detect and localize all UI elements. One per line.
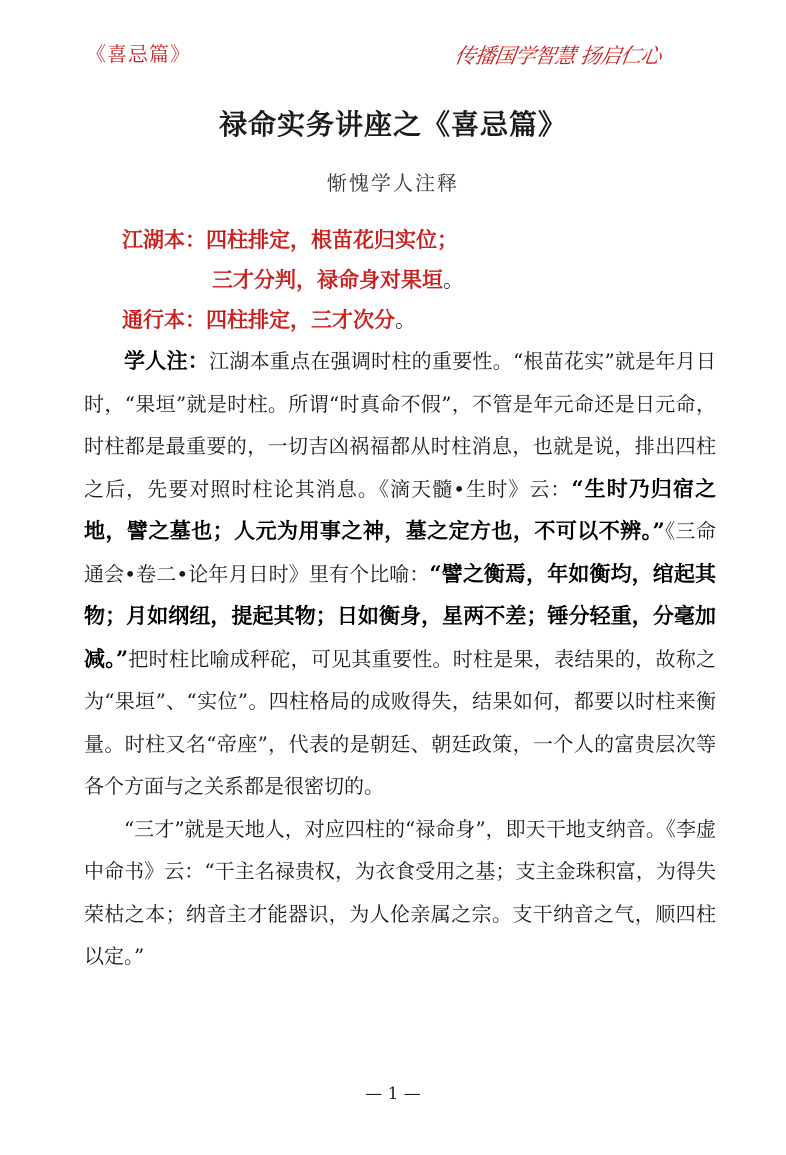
page-subtitle: 惭愧学人注释 — [327, 171, 459, 195]
verse-jianghu-text2: 三才分判，禄命身对果垣 — [212, 267, 443, 292]
verse-tongxing — [122, 304, 416, 334]
quote-ditiansui: “生时乃归宿之地，譬之墓也；人元为用事之神，墓之定方也，不可以不辨。” — [84, 475, 716, 543]
verse-tongxing-end: 。 — [395, 308, 416, 332]
verse-jianghu-label: 江湖本： — [122, 227, 206, 252]
verse-jianghu-end: 。 — [443, 268, 464, 292]
commentary-text-3: 把时柱比喻成秤砣，可见其重要性。时柱是果，表结果的，故称之为“果垣”、“实位”。四柱格局的成败得失，结果如何，都要以时柱来衡量。时柱又名“帝座”，代表的是朝廷、朝廷政策，一个人的富贵层次等各个方面与之关系都是很密切的。 — [84, 646, 716, 798]
commentary-text-1: 江湖本重点在强调时柱的重要性。“根苗花实”就是年月日时，“果垣”就是时柱。所谓“时真命不假”，不管是年元命还是日元命，时柱都是最重要的，一切吉凶祸福都从时柱消息，也就是说，排出四柱之后，先要对照时柱论其消息。《滴天髓•生时》云： — [84, 349, 717, 501]
commentary-label: 学人注： — [124, 348, 210, 373]
verse-jianghu-line1 — [122, 224, 458, 254]
verse-tongxing-label: 通行本： — [122, 307, 206, 332]
commentary-body — [84, 340, 716, 978]
commentary-paragraph-2: “三才”就是天地人，对应四柱的“禄命身”，即天干地支纳音。《李虚中命书》云：“干主名禄贵权，为衣食受用之基；支主金珠积富，为得失荣枯之本；纳音主才能器识，为人伦亲属之宗。支干纳音之气，顺四柱以定。” — [84, 816, 716, 968]
header-doc-title: 《喜忌篇》 — [86, 42, 191, 66]
commentary-text-2: 《三命通会•卷二•论年月日时》里有个比喻： — [84, 519, 716, 586]
commentary-paragraph-1 — [84, 340, 716, 808]
verse-jianghu-line2 — [212, 264, 464, 294]
page-title: 禄命实务讲座之《喜忌篇》 — [218, 108, 567, 141]
quote-sanmingtonghui: “譬之衡焉，年如衡均，绾起其物；月如纲纽，提起其物；日如衡身，星两不差；锤分轻重，分毫加减。” — [84, 560, 717, 671]
page-number: — 1 — — [365, 1084, 421, 1104]
header-calligraphy-motto: 传播国学智慧 扬启仁心 — [453, 44, 663, 68]
verse-jianghu-text1: 四柱排定，根苗花归实位； — [206, 227, 458, 252]
verse-tongxing-text: 四柱排定，三才次分 — [206, 307, 395, 332]
